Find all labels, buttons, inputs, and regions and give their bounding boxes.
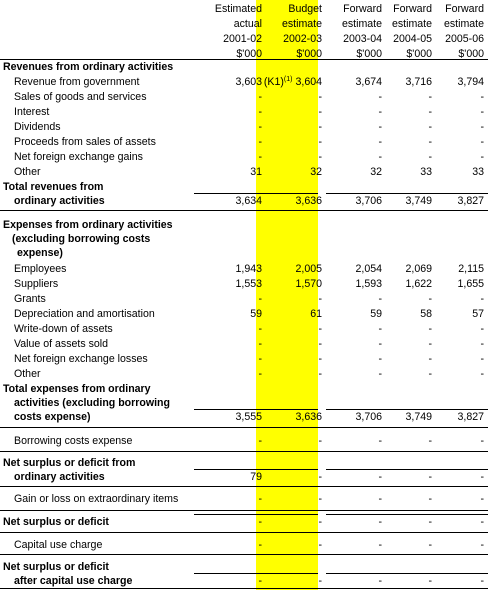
row-label: [3, 560, 132, 588]
cell-value: 2,005: [295, 263, 322, 275]
cell-value: -: [378, 338, 382, 350]
total-rule: [376, 573, 434, 574]
total-rule: [256, 514, 318, 515]
row-label: [14, 492, 178, 506]
cell-value: -: [378, 539, 382, 551]
total-rule: [194, 573, 264, 574]
cell-value: -: [428, 353, 432, 365]
cell-value: -: [428, 471, 432, 483]
row-label: [3, 180, 105, 208]
row-label-line: Sales of goods and services: [14, 91, 147, 103]
column-header-line1: Budget: [288, 3, 322, 15]
cell-value: -: [318, 471, 322, 483]
row-label: [14, 292, 46, 306]
cell-value: 2,069: [405, 263, 432, 275]
cell-value: -: [258, 136, 262, 148]
cell-value: 57: [472, 308, 484, 320]
cell-value: 1,553: [235, 278, 262, 290]
cell-value: -: [480, 353, 484, 365]
cell-value: 32: [310, 166, 322, 178]
cell-value: -: [480, 471, 484, 483]
cell-value: -: [318, 435, 322, 447]
cell-value: 1,622: [405, 278, 432, 290]
cell-value: -: [378, 516, 382, 528]
cell-value: -: [378, 493, 382, 505]
row-label: [14, 538, 102, 552]
cell-value: -: [258, 516, 262, 528]
row-label: [14, 307, 155, 321]
total-rule: [432, 573, 488, 574]
cell-value: -: [428, 151, 432, 163]
cell-value: -: [480, 136, 484, 148]
column-header-line3: 2003-04: [343, 33, 382, 45]
row-label-line: Total expenses from ordinary: [3, 383, 151, 395]
column-header-2001-02: [198, 2, 262, 62]
row-label: [14, 434, 132, 448]
cell-value: 2,054: [355, 263, 382, 275]
cell-value: -: [258, 91, 262, 103]
row-label: [3, 515, 109, 529]
cell-value: -: [318, 539, 322, 551]
row-label-line: Grants: [14, 293, 46, 305]
column-header-2004-05: [376, 2, 432, 62]
total-rule: [194, 409, 264, 410]
cell-value: 3,749: [405, 411, 432, 423]
row-label: [14, 135, 156, 149]
row-label: [14, 337, 108, 351]
row-label: [14, 352, 148, 366]
cell-value: -: [378, 106, 382, 118]
row-label-line: expense): [17, 247, 63, 259]
cell-value: 33: [420, 166, 432, 178]
row-label: [14, 262, 66, 276]
cell-value: -: [318, 91, 322, 103]
cell-value: 32: [370, 166, 382, 178]
column-header-line4: $'000: [236, 48, 262, 60]
section-rule: [0, 427, 488, 428]
row-label-line: Suppliers: [14, 278, 59, 290]
row-label: [14, 150, 143, 164]
cell-value: 3,827: [457, 411, 484, 423]
cell-value: -: [480, 539, 484, 551]
column-header-line2: estimate: [281, 18, 322, 30]
row-label-line: Net foreign exchange gains: [14, 151, 143, 163]
section-rule: [0, 554, 488, 555]
row-label-line: Gain or loss on extraordinary items: [14, 493, 179, 505]
cell-value: -: [318, 106, 322, 118]
column-header-2002-03: [256, 2, 322, 62]
total-rule: [256, 193, 318, 194]
row-label-line: (excluding borrowing costs: [12, 233, 151, 245]
row-label-line: Net surplus or deficit: [3, 516, 109, 528]
row-label-line: activities (excluding borrowing: [14, 397, 170, 409]
cell-value: -: [258, 293, 262, 305]
cell-value: 61: [310, 308, 322, 320]
cell-value: 31: [250, 166, 262, 178]
section-rule: [0, 510, 488, 511]
cell-value: -: [480, 121, 484, 133]
row-label-line: Net foreign exchange losses: [14, 353, 148, 365]
cell-value: -: [258, 435, 262, 447]
row-label-line: Revenues from ordinary activities: [3, 61, 174, 73]
column-header-line4: $'000: [356, 48, 382, 60]
column-header-line2: estimate: [341, 18, 382, 30]
row-label-line: Interest: [14, 106, 50, 118]
cell-value: 3,706: [355, 411, 382, 423]
row-label: [14, 105, 49, 119]
row-label-line: ordinary activities: [14, 195, 105, 207]
cell-value: -: [480, 493, 484, 505]
cell-value: -: [378, 575, 382, 587]
column-header-line2: estimate: [443, 18, 484, 30]
cell-value: 3,706: [355, 195, 382, 207]
row-label-line: Employees: [14, 263, 67, 275]
cell-value: -: [318, 121, 322, 133]
cell-value: -: [428, 91, 432, 103]
cell-value: -: [318, 368, 322, 380]
cell-value: -: [378, 435, 382, 447]
column-header-line1: Forward: [343, 3, 382, 15]
cell-value: 3,636: [295, 411, 322, 423]
row-label: [3, 60, 173, 74]
cell-value: -: [378, 293, 382, 305]
cell-value: -: [428, 293, 432, 305]
row-label: [14, 120, 61, 134]
cell-value: -: [428, 516, 432, 528]
column-header-2005-06: [432, 2, 484, 62]
row-label-line: ordinary activities: [14, 471, 105, 483]
column-header-line1: Forward: [445, 3, 484, 15]
cell-value: -: [428, 368, 432, 380]
total-rule: [376, 469, 434, 470]
row-label: [14, 367, 41, 381]
total-rule: [376, 409, 434, 410]
cell-value: 3,827: [457, 195, 484, 207]
cell-value: -: [480, 435, 484, 447]
total-rule: [256, 469, 318, 470]
cell-value: -: [318, 136, 322, 148]
section-rule: [0, 210, 488, 211]
row-label: [3, 456, 135, 484]
column-header-line3: 2002-03: [283, 33, 322, 45]
row-label-line: Total revenues from: [3, 181, 104, 193]
row-label-line: Capital use charge: [14, 539, 103, 551]
row-label-line: Borrowing costs expense: [14, 435, 133, 447]
cell-value: -: [258, 151, 262, 163]
cell-value: -: [378, 323, 382, 335]
total-rule: [376, 514, 434, 515]
cell-value: 2,115: [458, 263, 484, 275]
cell-value: 3,634: [235, 195, 262, 207]
cell-value: -: [378, 368, 382, 380]
column-header-line1: Forward: [393, 3, 432, 15]
cell-value: 1,570: [295, 278, 322, 290]
cell-value: -: [318, 338, 322, 350]
footnote-marker: (1): [283, 76, 293, 83]
cell-value: -: [258, 121, 262, 133]
cell-value: -: [428, 136, 432, 148]
column-header-line4: $'000: [296, 48, 322, 60]
cell-value: -: [480, 91, 484, 103]
section-rule: [0, 588, 488, 589]
cell-value: -: [378, 471, 382, 483]
cell-value: -: [318, 493, 322, 505]
cell-value: 3,749: [405, 195, 432, 207]
cell-value: 79: [250, 471, 262, 483]
column-header-line4: $'000: [458, 48, 484, 60]
row-label-line: Proceeds from sales of assets: [14, 136, 156, 148]
column-header-line1: Estimated: [214, 3, 262, 15]
cell-value: -: [258, 368, 262, 380]
cell-value: -: [480, 323, 484, 335]
column-header-line3: 2005-06: [445, 33, 484, 45]
cell-number: 3,604: [295, 76, 322, 88]
row-label-line: costs expense): [14, 411, 91, 423]
cell-value: -: [318, 323, 322, 335]
total-rule: [432, 514, 488, 515]
cell-value: 58: [420, 308, 432, 320]
row-label: [14, 90, 147, 104]
row-label: [14, 75, 139, 89]
cell-value: -: [428, 106, 432, 118]
cell-value: 1,655: [457, 278, 484, 290]
total-rule: [256, 573, 318, 574]
row-label-line: Dividends: [14, 121, 61, 133]
cell-value: -: [378, 136, 382, 148]
row-label: [3, 218, 173, 260]
cell-value: -: [318, 151, 322, 163]
cell-value: -: [480, 516, 484, 528]
cell-value: [264, 75, 322, 89]
cell-value: -: [318, 516, 322, 528]
column-header-line2: actual: [233, 18, 262, 30]
cell-value: 3,674: [355, 76, 382, 88]
cell-value: -: [258, 575, 262, 587]
cell-value: -: [378, 353, 382, 365]
cell-value: -: [258, 353, 262, 365]
cell-value: 1,593: [355, 278, 382, 290]
row-label-line: Write-down of assets: [14, 323, 113, 335]
cell-value: -: [378, 91, 382, 103]
row-label-line: Other: [14, 368, 41, 380]
cell-value: -: [480, 151, 484, 163]
total-rule: [194, 469, 264, 470]
total-rule: [376, 193, 434, 194]
cell-value: -: [258, 338, 262, 350]
total-rule: [194, 193, 264, 194]
cell-value: -: [318, 353, 322, 365]
cell-value: -: [258, 493, 262, 505]
total-rule: [432, 409, 488, 410]
total-rule: [256, 409, 318, 410]
row-label-line: Other: [14, 166, 41, 178]
cell-value: 59: [370, 308, 382, 320]
cell-value: -: [258, 323, 262, 335]
cell-value: 3,555: [235, 411, 262, 423]
annotation-label: (K1): [263, 76, 284, 88]
total-rule: [432, 193, 488, 194]
column-header-line3: 2001-02: [223, 33, 262, 45]
cell-value: -: [428, 435, 432, 447]
row-label: [3, 382, 170, 424]
row-label: [14, 322, 113, 336]
row-label-line: Net surplus or deficit from: [3, 457, 136, 469]
row-label-line: Expenses from ordinary activities: [3, 219, 173, 231]
cell-value: -: [378, 121, 382, 133]
row-label-line: Value of assets sold: [14, 338, 109, 350]
row-label-line: after capital use charge: [14, 575, 133, 587]
cell-value: -: [378, 151, 382, 163]
cell-value: -: [480, 368, 484, 380]
column-header-2003-04: [326, 2, 382, 62]
cell-value: -: [428, 323, 432, 335]
cell-value: -: [318, 575, 322, 587]
cell-value: 3,603: [235, 76, 262, 88]
row-label-line: Net surplus or deficit: [3, 561, 109, 573]
column-header-line3: 2004-05: [393, 33, 432, 45]
cell-value: 3,794: [457, 76, 484, 88]
row-label-line: Depreciation and amortisation: [14, 308, 155, 320]
column-header-line4: $'000: [406, 48, 432, 60]
section-rule: [0, 486, 488, 487]
section-rule: [0, 451, 488, 452]
cell-value: -: [428, 493, 432, 505]
cell-value: -: [258, 106, 262, 118]
cell-value: -: [318, 293, 322, 305]
total-rule: [194, 514, 264, 515]
cell-value: -: [480, 293, 484, 305]
total-rule: [432, 469, 488, 470]
cell-value: 3,636: [295, 195, 322, 207]
cell-value: 1,943: [235, 263, 262, 275]
cell-value: -: [480, 106, 484, 118]
row-label-line: Revenue from government: [14, 76, 140, 88]
row-label: [14, 165, 41, 179]
cell-value: 33: [472, 166, 484, 178]
cell-value: 59: [250, 308, 262, 320]
cell-value: -: [428, 539, 432, 551]
cell-value: -: [428, 338, 432, 350]
cell-value: 3,716: [405, 76, 432, 88]
cell-value: -: [428, 575, 432, 587]
section-rule: [0, 532, 488, 533]
cell-value: -: [258, 539, 262, 551]
column-header-line2: estimate: [391, 18, 432, 30]
row-label: [14, 277, 58, 291]
cell-value: -: [480, 575, 484, 587]
cell-value: -: [480, 338, 484, 350]
cell-value: -: [428, 121, 432, 133]
